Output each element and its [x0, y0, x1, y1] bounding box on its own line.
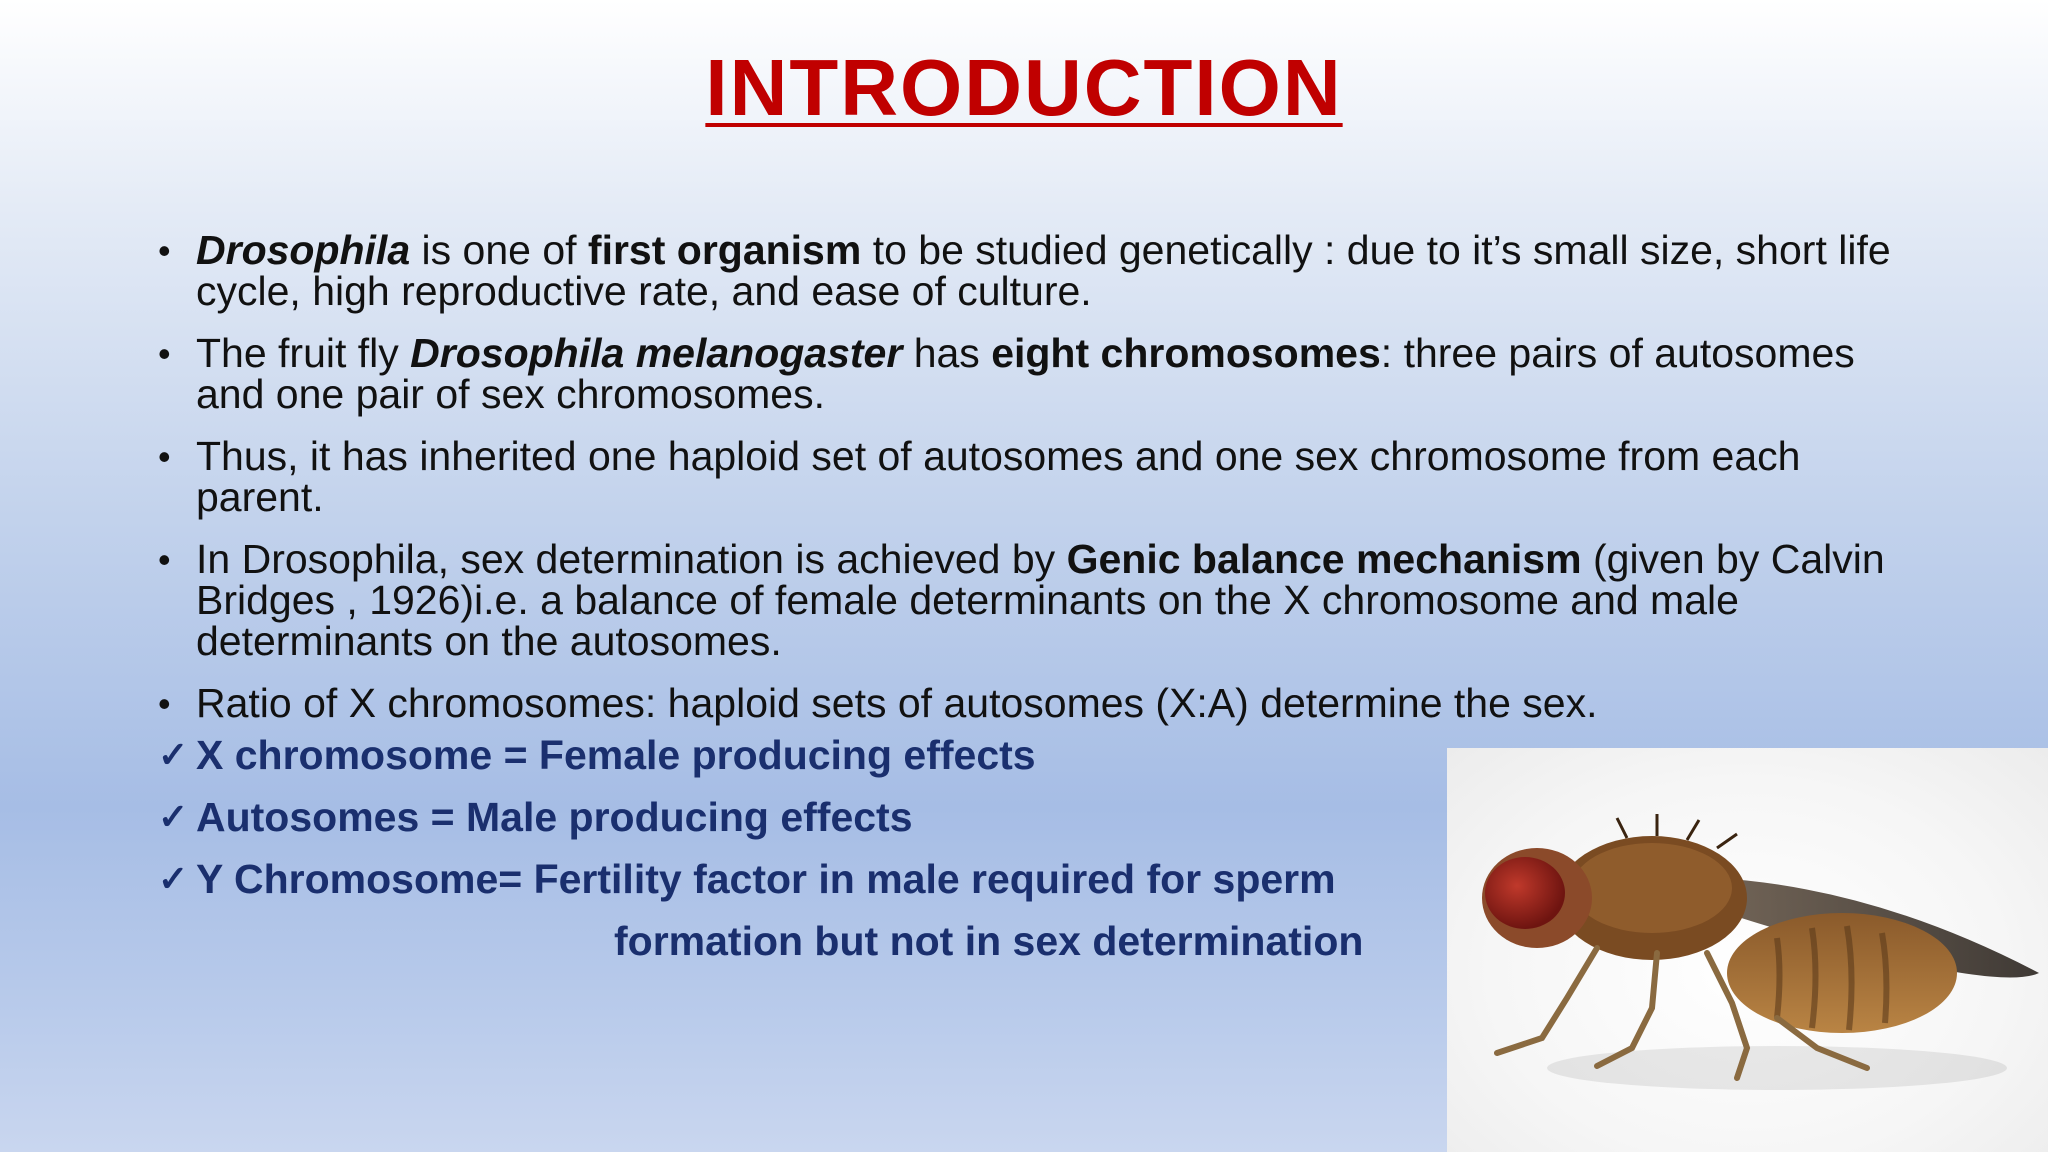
checkmark-icon: ✓ — [158, 734, 189, 775]
check-item-continuation: formation but not in sex determination — [614, 918, 1364, 964]
fruit-fly-illustration — [1447, 748, 2048, 1152]
check-item: ✓ Y Chromosome= Fertility factor in male required for sperm — [158, 848, 1898, 910]
slide-title-text: INTRODUCTION — [705, 43, 1343, 132]
bullet-item: • In Drosophila, sex determination is achieved by Genic balance mechanism (given by Calvin Bridges , 1926)i.e. a balance of female determinants on the X chromosome and male determinants on the autosomes. — [158, 539, 1898, 662]
bullet-item: • Drosophila is one of first organism to be studied genetically : due to it’s small size, short life cycle, high reproductive rate, and ease of culture. — [158, 230, 1898, 312]
checkmark-icon: ✓ — [158, 858, 189, 899]
slide-title — [0, 42, 2048, 134]
check-item: ✓ Autosomes = Male producing effects — [158, 786, 1898, 848]
bullet-item: • Thus, it has inherited one haploid set of autosomes and one sex chromosome from each parent. — [158, 436, 1898, 518]
checkmark-icon: ✓ — [158, 796, 189, 837]
bullet-item: • The fruit fly Drosophila melanogaster has eight chromosomes: three pairs of autosomes and one pair of sex chromosomes. — [158, 333, 1898, 415]
check-item: ✓ X chromosome = Female producing effects — [158, 724, 1898, 786]
fruit-fly-image — [1447, 748, 2048, 1152]
bullet-item: • Ratio of X chromosomes: haploid sets of autosomes (X:A) determine the sex. — [158, 683, 1898, 724]
